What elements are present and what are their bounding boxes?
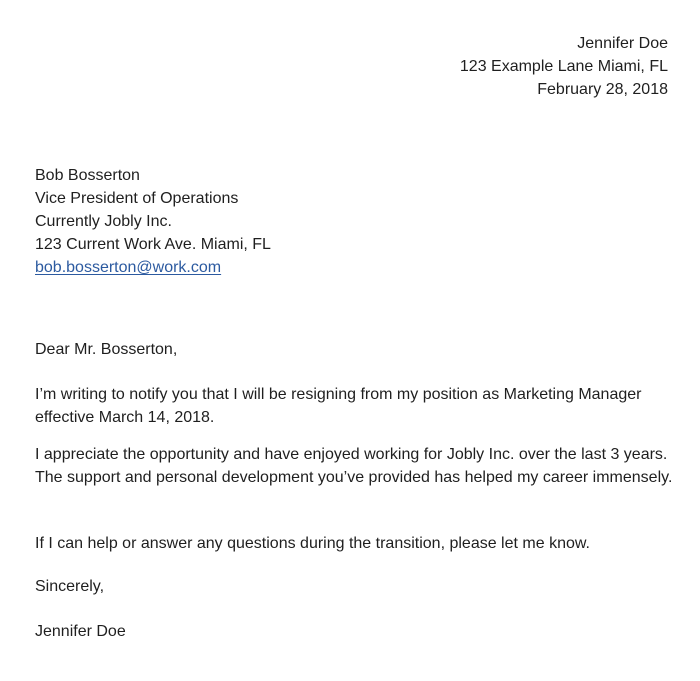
signature-name: Jennifer Doe xyxy=(35,623,126,640)
body-paragraph-appreciation: I appreciate the opportunity and have enjoyed working for Jobly Inc. over the last 3 years. The support and personal development you’ve provided has helped my career immensely. xyxy=(35,446,673,486)
sender-address: 123 Example Lane Miami, FL xyxy=(459,58,668,75)
sender-block xyxy=(460,32,668,101)
body-paragraph-offer-help: If I can help or answer any questions during the transition, please let me know. xyxy=(35,535,590,552)
recipient-name: Bob Bosserton xyxy=(35,167,140,184)
recipient-company: Currently Jobly Inc. xyxy=(35,213,172,230)
body-paragraph-notice: I’m writing to notify you that I will be resigning from my position as Marketing Manager effective March 14, 2018. xyxy=(35,386,642,426)
recipient-address: 123 Current Work Ave. Miami, FL xyxy=(35,236,271,253)
letter-date: February 28, 2018 xyxy=(537,81,668,98)
recipient-email-link[interactable]: bob.bosserton@work.com xyxy=(35,259,222,276)
salutation: Dear Mr. Bosserton, xyxy=(35,341,178,358)
sender-name: Jennifer Doe xyxy=(577,35,668,52)
recipient-title: Vice President of Operations xyxy=(35,190,239,207)
closing: Sincerely, xyxy=(35,578,105,595)
recipient-block xyxy=(35,164,271,279)
